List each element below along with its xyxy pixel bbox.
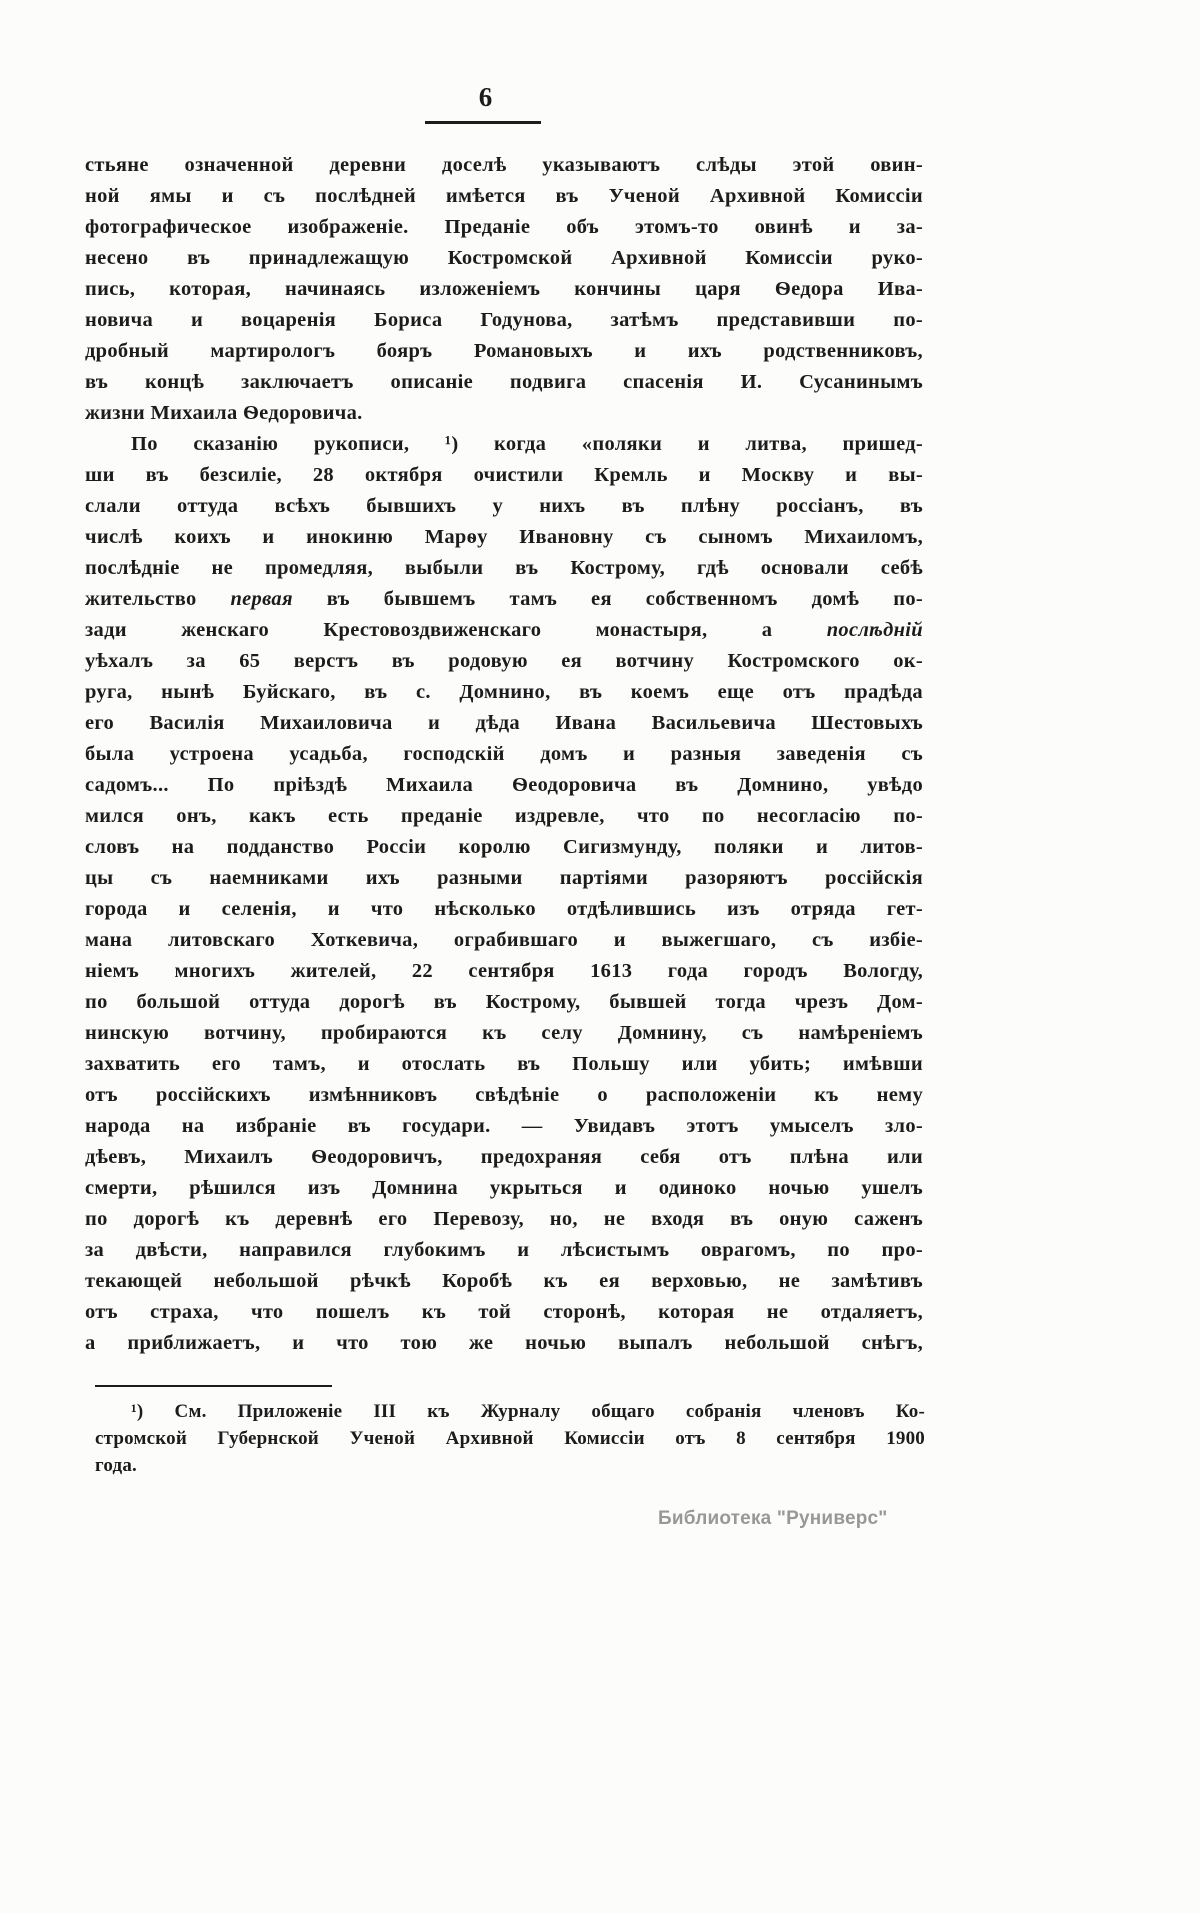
text-line: послѣдніе не промедляя, выбыли въ Кострому, гдѣ основали себѣ [85,557,923,579]
text-line: пись, которая, начинаясь изложеніемъ кончины царя Ѳедора Ива- [85,278,923,300]
text-line: мана литовскаго Хоткевича, ограбившаго и выжегшаго, съ избіе- [85,929,923,951]
text-line: стьяне означенной деревни доселѣ указываютъ слѣды этой овин- [85,154,923,176]
library-watermark: Библиотека "Руниверс" [658,1508,888,1529]
page-number-rule [425,121,541,124]
body-text [85,150,923,1359]
text-line: народа на избраніе въ государи. — Увидавъ этотъ умыселъ зло- [85,1115,923,1137]
page-number: 6 [478,82,494,112]
text-line: смерти, рѣшился изъ Домнина укрыться и одиноко ночью ушелъ [85,1177,923,1199]
text-line: словъ на подданство Россіи королю Сигизмунду, поляки и литов- [85,836,923,858]
text-line: новича и воцаренія Бориса Годунова, затѣмъ представивши по- [85,309,923,331]
text-line: ¹) См. Приложеніе III къ Журналу общаго собранія членовъ Ко- [131,1401,925,1422]
text-line: въ концѣ заключаетъ описаніе подвига спасенія И. Сусанинымъ [85,371,923,393]
text-line: садомъ... По пріѣздѣ Михаила Ѳеодоровича въ Домнино, увѣдо [85,774,923,796]
text-line: за двѣсти, направился глубокимъ и лѣсистымъ оврагомъ, по про- [85,1239,923,1261]
text-line: руга, нынѣ Буйскаго, въ с. Домнино, въ коемъ еще отъ прадѣда [85,681,923,703]
text-line: жительство первая въ бывшемъ тамъ ея собственномъ домѣ по- [85,588,923,610]
text-line: цы съ наемниками ихъ разными партіями разоряютъ россійскія [85,867,923,889]
text-line: дробный мартирологъ бояръ Романовыхъ и ихъ родственниковъ, [85,340,923,362]
text-line: захватить его тамъ, и отослать въ Польшу или убить; имѣвши [85,1053,923,1075]
text-line: ной ямы и съ послѣдней имѣется въ Ученой Архивной Комиссіи [85,185,923,207]
text-line: по дорогѣ къ деревнѣ его Перевозу, но, не входя въ оную саженъ [85,1208,923,1230]
text-line: слали оттуда всѣхъ бывшихъ у нихъ въ плѣну россіанъ, въ [85,495,923,517]
text-line: ніемъ многихъ жителей, 22 сентября 1613 года городъ Вологду, [85,960,923,982]
text-line: По сказанію рукописи, ¹) когда «поляки и литва, пришед- [131,433,923,455]
text-line: уѣхалъ за 65 верстъ въ родовую ея вотчину Костромского ок- [85,650,923,672]
text-line: нинскую вотчину, пробираются къ селу Домнину, съ намѣреніемъ [85,1022,923,1044]
text-line: жизни Михаила Ѳедоровича. [85,402,363,424]
text-line: его Василія Михаиловича и дѣда Ивана Васильевича Шестовыхъ [85,712,923,734]
text-line: была устроена усадьба, господскій домъ и разныя заведенія съ [85,743,923,765]
text-line: отъ страха, что пошелъ къ той сторонѣ, которая не отдаляетъ, [85,1301,923,1323]
footnote-rule [95,1385,332,1387]
text-line: несено въ принадлежащую Костромской Архивной Комиссіи руко- [85,247,923,269]
footnote-text [95,1398,925,1479]
text-line: дѣевъ, Михаилъ Ѳеодоровичъ, предохраняя себя отъ плѣна или [85,1146,923,1168]
text-line: стромской Губернской Ученой Архивной Комиссіи отъ 8 сентября 1900 [95,1428,925,1449]
text-line: а приближаетъ, и что тою же ночью выпалъ небольшой снѣгъ, [85,1332,923,1354]
text-line: по большой оттуда дорогѣ въ Кострому, бывшей тогда чрезъ Дом- [85,991,923,1013]
text-line: зади женскаго Крестовоздвиженскаго монастыря, а послѣдній [85,619,923,641]
text-line: города и селенія, и что нѣсколько отдѣлившись изъ отряда гет- [85,898,923,920]
text-line: ши въ безсиліе, 28 октября очистили Кремль и Москву и вы- [85,464,923,486]
text-line: текающей небольшой рѣчкѣ Коробѣ къ ея верховью, не замѣтивъ [85,1270,923,1292]
text-line: года. [95,1455,137,1476]
text-line: отъ россійскихъ измѣнниковъ свѣдѣніе о расположеніи къ нему [85,1084,923,1106]
text-line: фотографическое изображеніе. Преданіе объ этомъ-то овинѣ и за- [85,216,923,238]
text-line: числѣ коихъ и инокиню Марѳу Ивановну съ сыномъ Михаиломъ, [85,526,923,548]
text-line: мился онъ, какъ есть преданіе издревле, что по несогласію по- [85,805,923,827]
